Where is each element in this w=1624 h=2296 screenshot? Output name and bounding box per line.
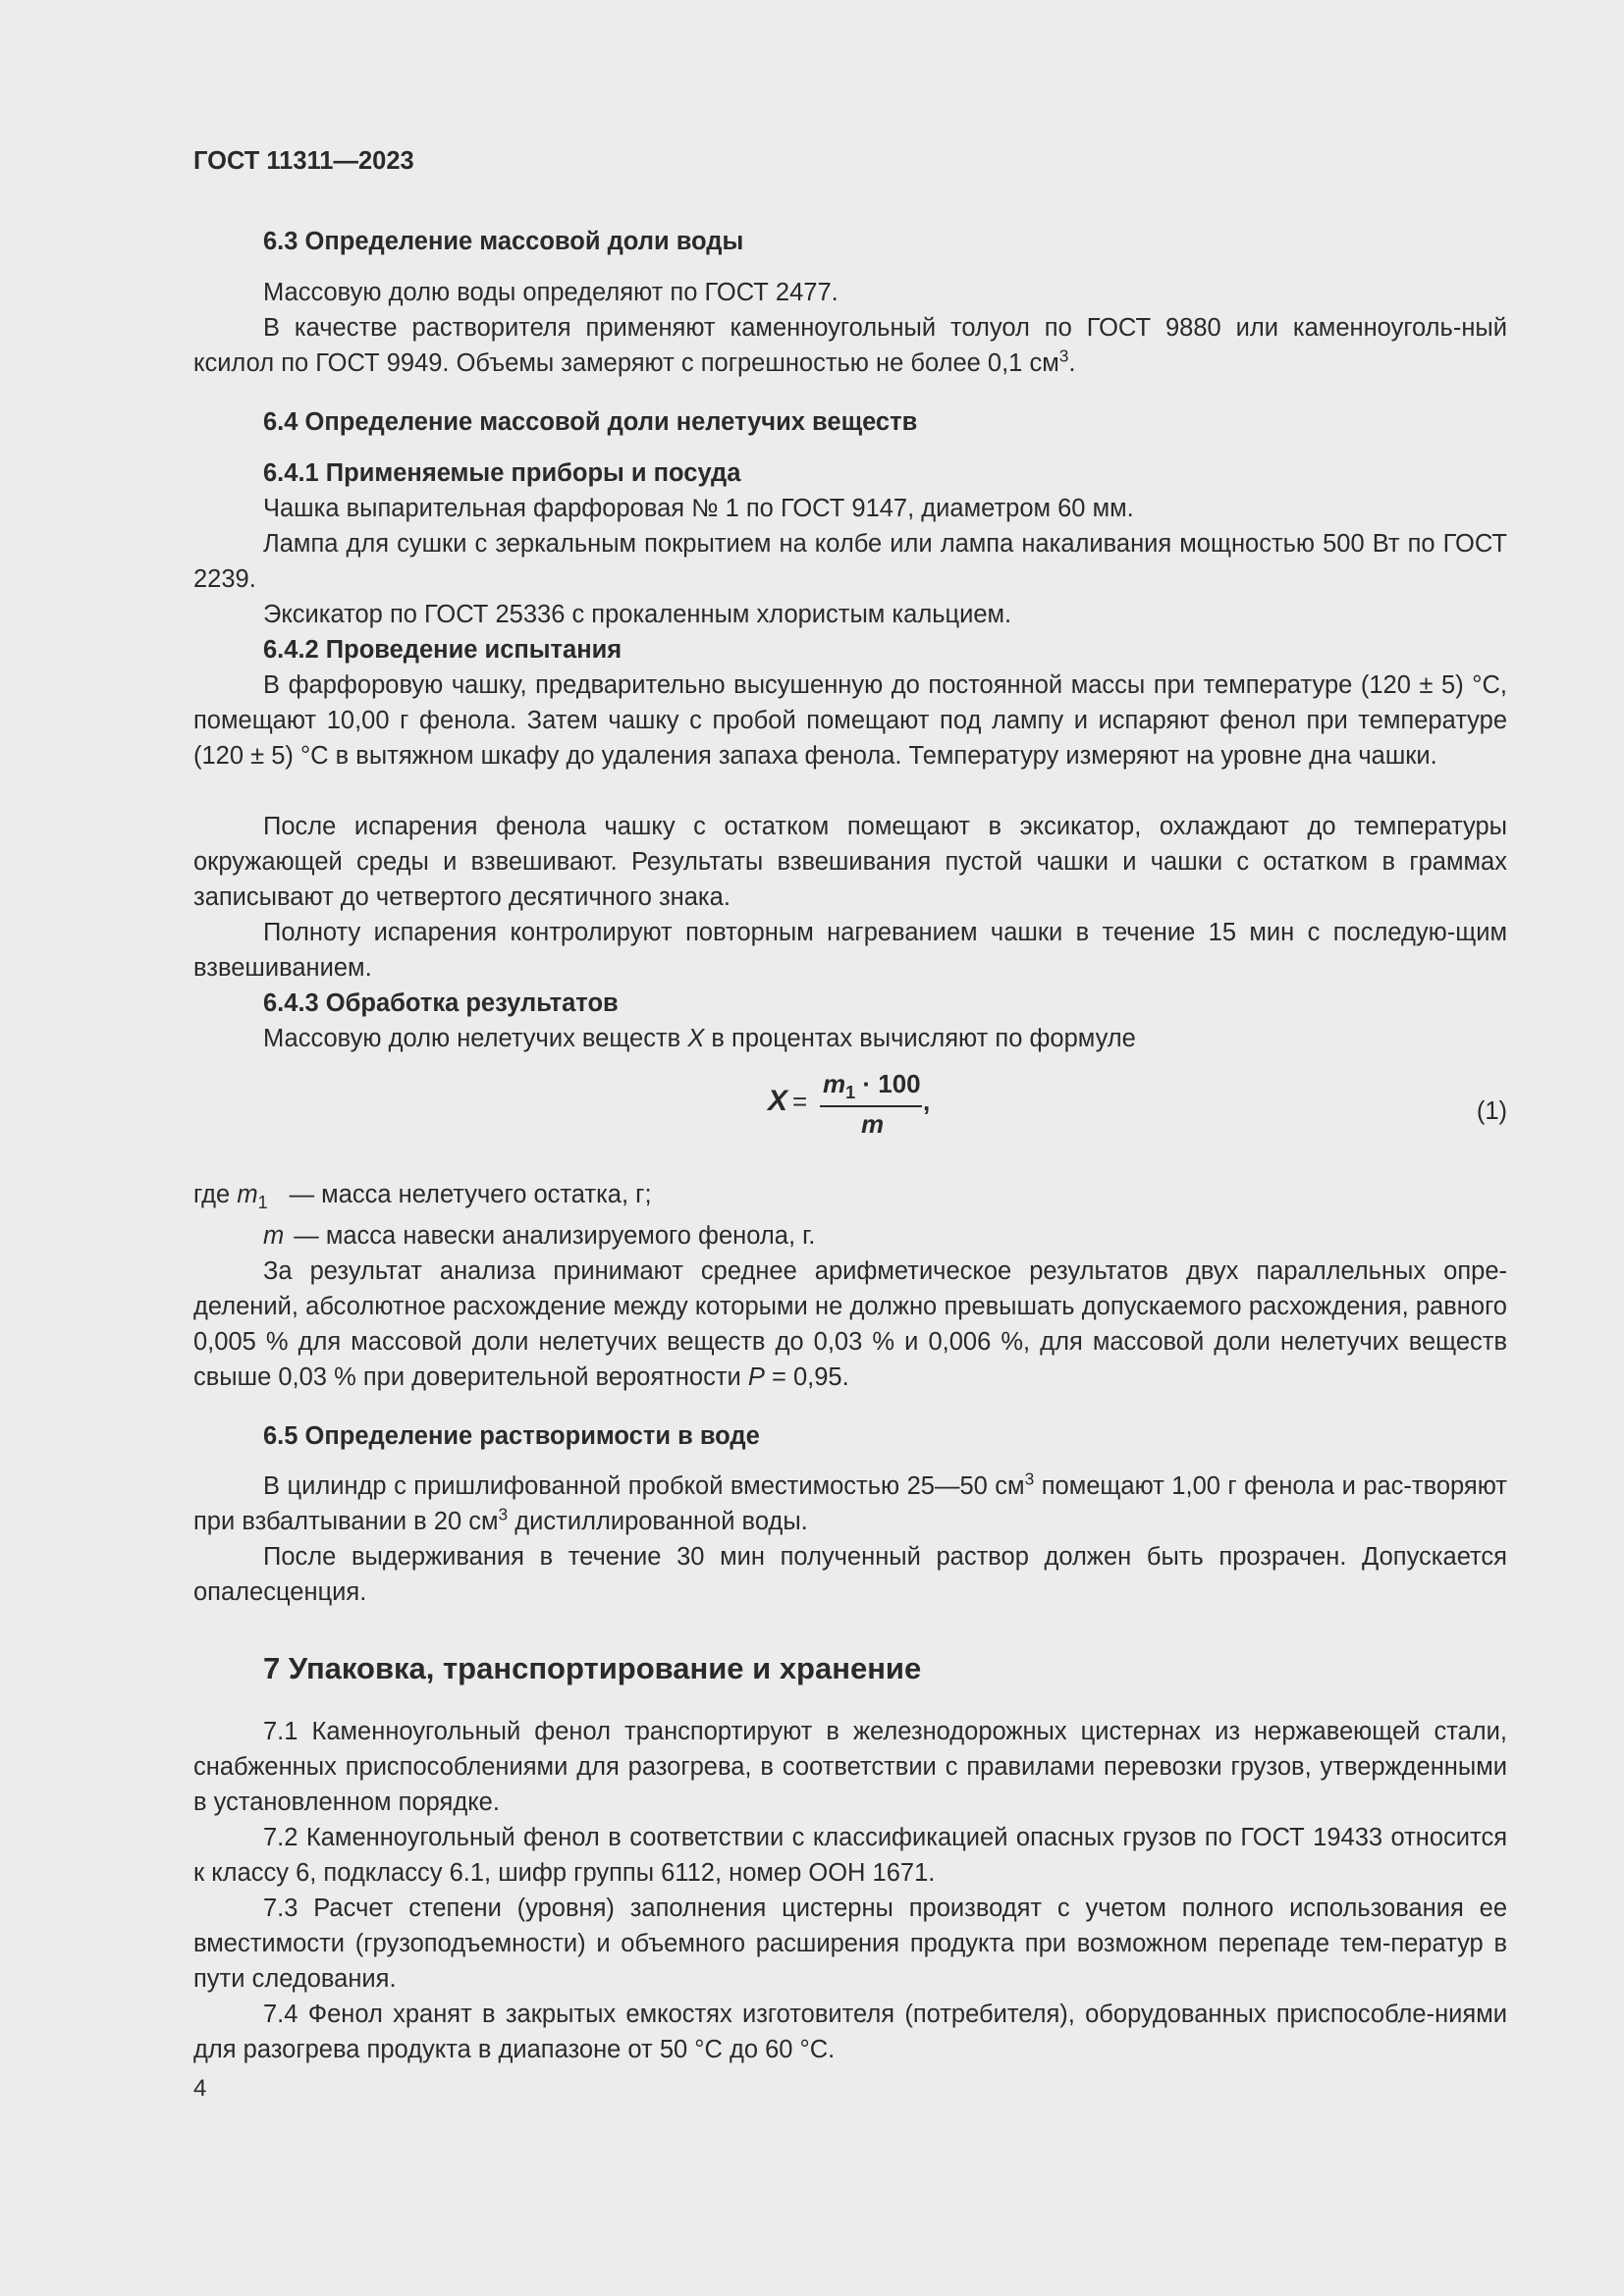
formula-number: (1) [1476,1097,1507,1125]
formula-denominator: m [861,1109,885,1139]
s643-paragraph-2: За результат анализа принимают среднее арифметическое результатов двух параллельных опре-делений, абсолютное расхождение между которыми не должно превышать допускаемого расхождения, равного 0,005 % для массовой доли нелетучих веществ до 0,03 % и 0,006 %, для массовой доли нелетучих веществ свыше 0,03 % при доверительной вероятности P = 0,95. [193,1257,1507,1391]
section-6-4-2-title: 6.4.2 Проведение испытания [263,636,623,664]
s642-paragraph-1: В фарфоровую чашку, предварительно высушенную до постоянной массы при температуре (120 ± 5) °С, помещают 10,00 г фенола. Затем чашку с пробой помещают под лампу и испаряют фенол при температуре (120 ± 5) °С в вытяжном шкафу до удаления запаха фенола. Температуру измеряют на уровне дна чашки. [193,671,1507,770]
section-6-4-title: 6.4 Определение массовой доли нелетучих веществ [263,408,918,436]
s643-paragraph-1: Массовую долю нелетучих веществ X в процентах вычисляют по формуле [263,1025,1136,1052]
where-line-1: где $m_1$ — масса нелетучего остатка, г; [193,1181,652,1212]
formula-equals: = [792,1087,808,1116]
s641-paragraph-3: Эксикатор по ГОСТ 25336 с прокаленным хлористым кальцием. [263,601,1012,628]
s7-paragraph-2: 7.2 Каменноугольный фенол в соответствии с классификацией опасных грузов по ГОСТ 19433 относится к классу 6, подклассу 6.1, шифр группы 6112, номер ООН 1671. [193,1824,1507,1887]
formula-lhs: X [768,1085,788,1117]
s7-paragraph-1: 7.1 Каменноугольный фенол транспортируют в железнодорожных цистернах из нержавеющей стали, снабженных приспособлениями для разогрева, в соответствии с правилами перевозки грузов, утвержденными в установленном порядке. [193,1718,1507,1816]
s65-paragraph-2: После выдерживания в течение 30 мин полученный раствор должен быть прозрачен. Допускается опалесценция. [193,1543,1507,1606]
formula-numerator: $m_1 \cdot 100$ [823,1069,921,1102]
s65-paragraph-1: В цилиндр с пришлифованной пробкой вместимостью 25—50 $см^3$ помещают 1,00 г фенола и рас-творяют при взбалтывании в 20 $см^3$ дистиллированной воды. [193,1468,1507,1535]
section-6-5-title: 6.5 Определение растворимости в воде [263,1422,760,1450]
s641-paragraph-2: Лампа для сушки с зеркальным покрытием на колбе или лампа накаливания мощностью 500 Вт по ГОСТ 2239. [193,530,1507,593]
page-number: 4 [193,2075,207,2102]
section-6-3-title: 6.3 Определение массовой доли воды [263,228,744,255]
superscript-3: 3 [1058,346,1069,366]
standard-header: ГОСТ 11311—2023 [193,147,414,175]
s63-paragraph-1: Массовую долю воды определяют по ГОСТ 2477. [263,279,839,306]
s63-paragraph-2: В качестве растворителя применяют каменноугольный толуол по ГОСТ 9880 или каменноуголь-ный ксилол по ГОСТ 9949. Объемы замеряют с погрешностью не более 0,1 $см^3$. [193,314,1507,377]
section-6-4-1-title: 6.4.1 Применяемые приборы и посуда [263,459,741,487]
where-line-2: m — масса навески анализируемого фенола, г. [263,1222,816,1250]
s641-paragraph-1: Чашка выпарительная фарфоровая № 1 по ГОСТ 9147, диаметром 60 мм. [263,495,1134,522]
formula-comma: , [923,1087,931,1116]
s7-paragraph-4: 7.4 Фенол хранят в закрытых емкостях изготовителя (потребителя), оборудованных приспособле-ниями для разогрева продукта в диапазоне от 50 °С до 60 °С. [193,2001,1507,2063]
s642-paragraph-2: После испарения фенола чашку с остатком помещают в эксикатор, охлаждают до температуры окружающей среды и взвешивают. Результаты взвешивания пустой чашки и чашки с остатком в граммах записывают до четвертого десятичного знака. [193,813,1507,911]
formula-1 [768,1065,964,1144]
section-7-title: 7 Упаковка, транспортирование и хранение [263,1651,922,1685]
s7-paragraph-3: 7.3 Расчет степени (уровня) заполнения цистерны производят с учетом полного использования ее вместимости (грузоподъемности) и объемного расширения продукта при возможном перепаде тем-ператур в пути следования. [193,1895,1507,1993]
fraction-bar [820,1105,922,1107]
section-6-4-3-title: 6.4.3 Обработка результатов [263,989,619,1017]
s642-paragraph-3: Полноту испарения контролируют повторным нагреванием чашки в течение 15 мин с последую-щим взвешиванием. [193,919,1507,982]
